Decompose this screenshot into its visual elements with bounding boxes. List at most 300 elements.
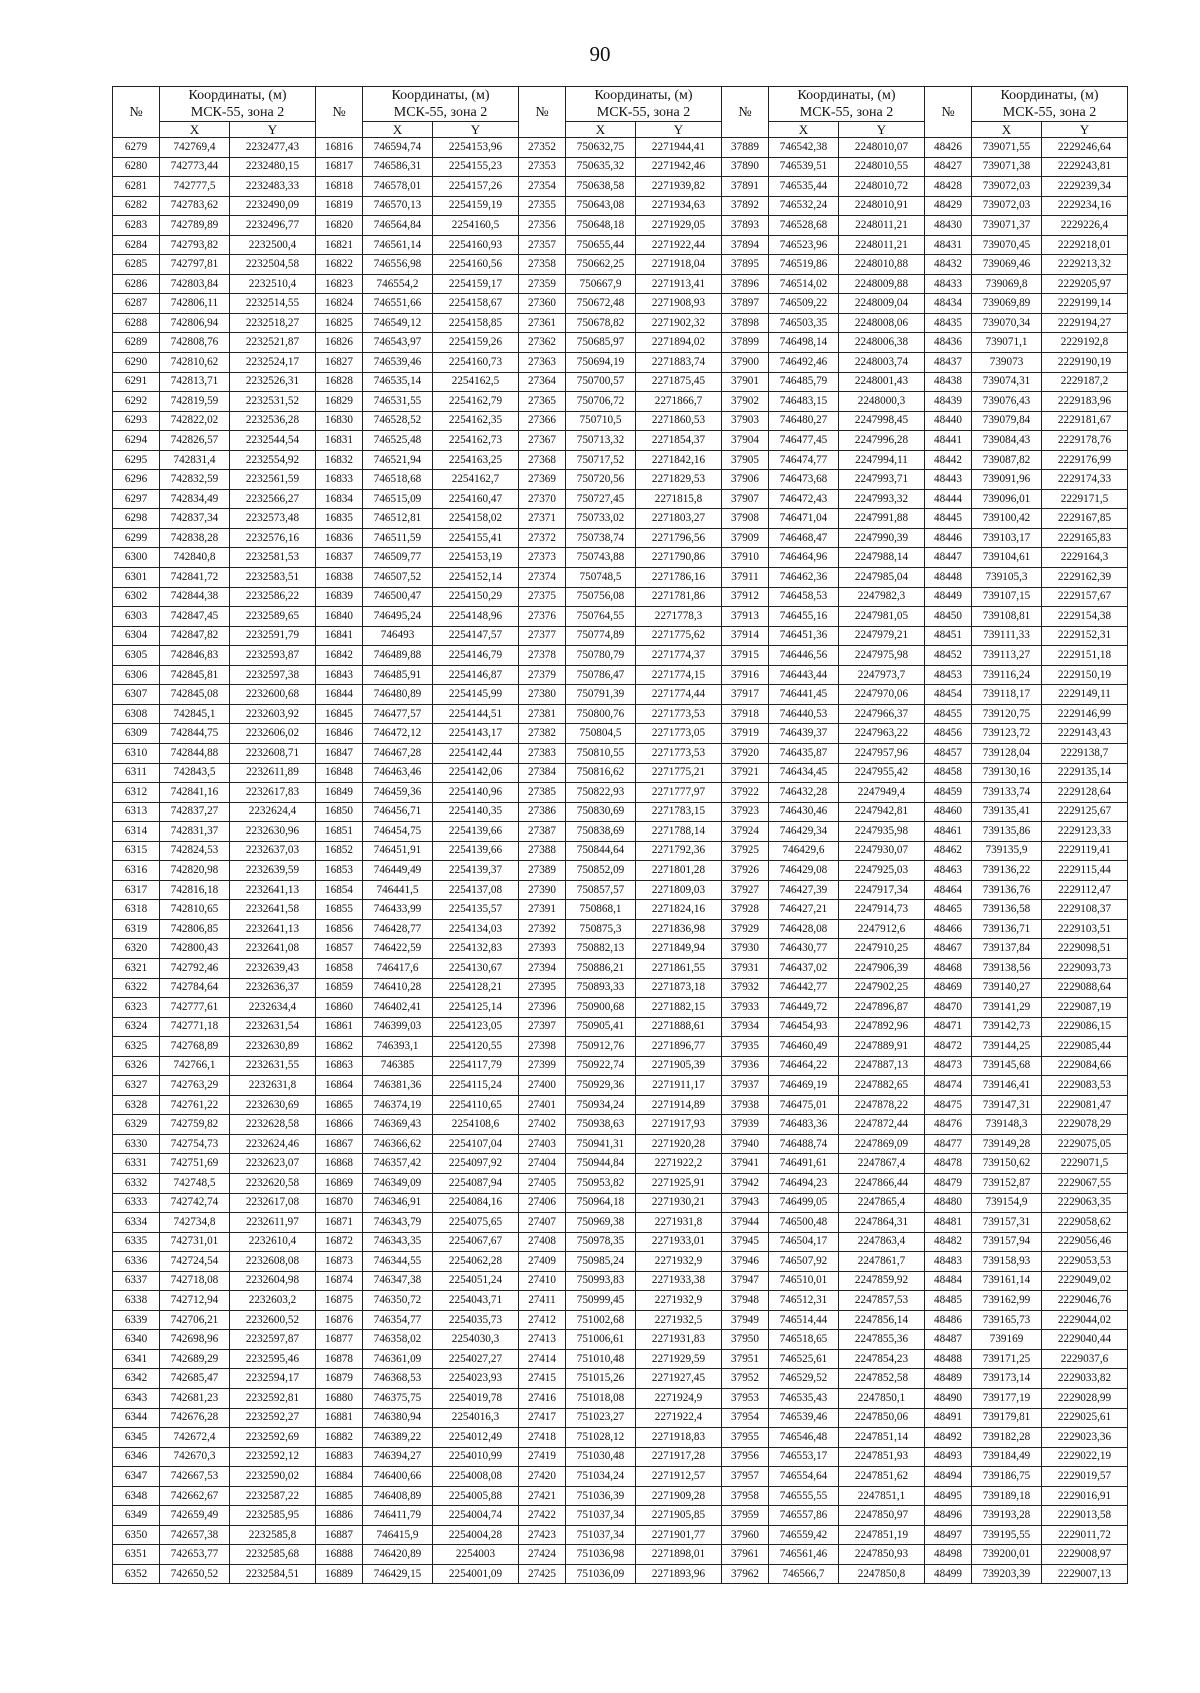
y-coordinate-cell: 2271860,53 (636, 411, 722, 431)
y-coordinate-cell: 2247850,1 (839, 1389, 925, 1409)
y-coordinate-cell: 2247917,34 (839, 880, 925, 900)
point-number-cell: 48498 (925, 1545, 972, 1565)
point-number-cell: 27368 (519, 450, 566, 470)
x-coordinate-cell: 742843,5 (160, 763, 230, 783)
x-coordinate-cell: 739137,84 (972, 939, 1042, 959)
y-coordinate-cell: 2271861,55 (636, 958, 722, 978)
x-coordinate-cell: 746489,88 (363, 646, 433, 666)
point-number-cell: 16868 (316, 1154, 363, 1174)
point-number-cell: 48452 (925, 646, 972, 666)
x-coordinate-cell: 739111,33 (972, 626, 1042, 646)
y-coordinate-cell: 2254160,73 (433, 353, 519, 373)
x-coordinate-cell: 742672,4 (160, 1428, 230, 1448)
y-coordinate-cell: 2247850,06 (839, 1408, 925, 1428)
x-coordinate-cell: 746480,27 (769, 411, 839, 431)
x-coordinate-cell: 742761,22 (160, 1095, 230, 1115)
point-number-cell: 48436 (925, 333, 972, 353)
x-coordinate-cell: 739118,17 (972, 685, 1042, 705)
point-number-cell: 27359 (519, 274, 566, 294)
x-coordinate-cell: 739069,8 (972, 274, 1042, 294)
point-number-cell: 6342 (113, 1369, 160, 1389)
x-coordinate-cell: 739177,19 (972, 1389, 1042, 1409)
y-coordinate-cell: 2271932,9 (636, 1252, 722, 1272)
x-coordinate-cell: 746477,45 (769, 431, 839, 451)
x-coordinate-cell: 746428,77 (363, 919, 433, 939)
point-number-cell: 48443 (925, 470, 972, 490)
point-number-cell: 37941 (722, 1154, 769, 1174)
point-number-cell: 48444 (925, 489, 972, 509)
point-number-cell: 48492 (925, 1428, 972, 1448)
y-header: Y (839, 122, 925, 138)
x-coordinate-cell: 746488,74 (769, 1134, 839, 1154)
y-coordinate-cell: 2232604,98 (230, 1271, 316, 1291)
y-coordinate-cell: 2232636,37 (230, 978, 316, 998)
y-coordinate-cell: 2247889,91 (839, 1037, 925, 1057)
x-coordinate-cell: 750764,55 (566, 607, 636, 627)
point-number-cell: 16872 (316, 1232, 363, 1252)
table-header (113, 87, 1128, 138)
y-coordinate-cell: 2271790,86 (636, 548, 722, 568)
table-row (113, 1134, 1128, 1154)
table-row (113, 1467, 1128, 1487)
table-row (113, 704, 1128, 724)
y-coordinate-cell: 2247991,88 (839, 509, 925, 529)
x-coordinate-cell: 746559,42 (769, 1525, 839, 1545)
y-coordinate-cell: 2271774,44 (636, 685, 722, 705)
y-coordinate-cell: 2271896,77 (636, 1037, 722, 1057)
y-coordinate-cell: 2271918,04 (636, 255, 722, 275)
table-row (113, 939, 1128, 959)
point-number-cell: 37958 (722, 1486, 769, 1506)
table-row (113, 998, 1128, 1018)
y-coordinate-cell: 2229125,67 (1042, 802, 1128, 822)
y-coordinate-cell: 2232581,53 (230, 548, 316, 568)
y-coordinate-cell: 2271803,27 (636, 509, 722, 529)
x-coordinate-cell: 742800,43 (160, 939, 230, 959)
y-coordinate-cell: 2247850,97 (839, 1506, 925, 1526)
point-number-cell: 16865 (316, 1095, 363, 1115)
y-coordinate-cell: 2232631,54 (230, 1017, 316, 1037)
point-number-cell: 48455 (925, 704, 972, 724)
y-coordinate-cell: 2232595,46 (230, 1349, 316, 1369)
x-coordinate-cell: 750857,57 (566, 880, 636, 900)
x-coordinate-cell: 751023,27 (566, 1408, 636, 1428)
x-coordinate-cell: 746509,77 (363, 548, 433, 568)
point-number-cell: 37913 (722, 607, 769, 627)
point-number-cell: 27406 (519, 1193, 566, 1213)
x-coordinate-cell: 746494,23 (769, 1173, 839, 1193)
x-coordinate-cell: 746389,22 (363, 1428, 433, 1448)
point-number-cell: 6285 (113, 255, 160, 275)
point-number-cell: 16867 (316, 1134, 363, 1154)
y-coordinate-cell: 2254067,67 (433, 1232, 519, 1252)
table-row (113, 1252, 1128, 1272)
point-number-cell: 27401 (519, 1095, 566, 1115)
x-coordinate-cell: 742837,34 (160, 509, 230, 529)
point-number-cell: 16854 (316, 880, 363, 900)
x-coordinate-cell: 742773,44 (160, 157, 230, 177)
point-number-cell: 48491 (925, 1408, 972, 1428)
x-coordinate-cell: 746350,72 (363, 1291, 433, 1311)
point-number-cell: 48476 (925, 1115, 972, 1135)
point-number-cell: 6302 (113, 587, 160, 607)
y-coordinate-cell: 2247982,3 (839, 587, 925, 607)
y-coordinate-cell: 2247896,87 (839, 998, 925, 1018)
y-coordinate-cell: 2247975,98 (839, 646, 925, 666)
y-coordinate-cell: 2247882,65 (839, 1076, 925, 1096)
y-coordinate-cell: 2254162,35 (433, 411, 519, 431)
x-coordinate-cell: 746422,59 (363, 939, 433, 959)
point-number-cell: 48462 (925, 841, 972, 861)
y-coordinate-cell: 2254163,25 (433, 450, 519, 470)
y-coordinate-cell: 2247985,04 (839, 568, 925, 588)
y-coordinate-cell: 2271930,21 (636, 1193, 722, 1213)
point-number-cell: 27394 (519, 958, 566, 978)
y-coordinate-cell: 2232526,31 (230, 372, 316, 392)
point-number-cell: 27395 (519, 978, 566, 998)
y-coordinate-cell: 2232624,46 (230, 1134, 316, 1154)
point-number-cell: 6350 (113, 1525, 160, 1545)
point-number-cell: 48446 (925, 528, 972, 548)
y-coordinate-cell: 2229192,8 (1042, 333, 1128, 353)
point-number-cell: 48437 (925, 353, 972, 373)
x-coordinate-cell: 746485,91 (363, 665, 433, 685)
y-coordinate-cell: 2229115,44 (1042, 861, 1128, 881)
y-header: Y (230, 122, 316, 138)
y-coordinate-cell: 2247859,92 (839, 1271, 925, 1291)
y-coordinate-cell: 2229049,02 (1042, 1271, 1128, 1291)
point-number-cell: 37894 (722, 235, 769, 255)
point-number-cell: 27373 (519, 548, 566, 568)
x-coordinate-cell: 742731,01 (160, 1232, 230, 1252)
point-number-cell: 27367 (519, 431, 566, 451)
y-coordinate-cell: 2247910,25 (839, 939, 925, 959)
table-row (113, 313, 1128, 333)
point-number-cell: 16826 (316, 333, 363, 353)
point-number-cell: 16887 (316, 1525, 363, 1545)
table-row (113, 1369, 1128, 1389)
x-coordinate-cell: 739120,75 (972, 704, 1042, 724)
table-row (113, 177, 1128, 197)
x-coordinate-cell: 742846,83 (160, 646, 230, 666)
coords-header (769, 87, 925, 122)
point-number-cell: 6303 (113, 607, 160, 627)
x-coordinate-cell: 750738,74 (566, 528, 636, 548)
y-coordinate-cell: 2247863,4 (839, 1232, 925, 1252)
x-coordinate-cell: 746472,12 (363, 724, 433, 744)
point-number-cell: 27379 (519, 665, 566, 685)
y-coordinate-cell: 2271922,2 (636, 1154, 722, 1174)
y-coordinate-cell: 2229149,11 (1042, 685, 1128, 705)
y-coordinate-cell: 2248000,3 (839, 392, 925, 412)
point-number-cell: 16883 (316, 1447, 363, 1467)
point-number-cell: 48461 (925, 822, 972, 842)
x-coordinate-cell: 746449,49 (363, 861, 433, 881)
y-coordinate-cell: 2232620,58 (230, 1173, 316, 1193)
point-number-cell: 6307 (113, 685, 160, 705)
point-number-cell: 37936 (722, 1056, 769, 1076)
x-coordinate-cell: 750944,84 (566, 1154, 636, 1174)
y-coordinate-cell: 2247878,22 (839, 1095, 925, 1115)
x-coordinate-cell: 746528,52 (363, 411, 433, 431)
y-coordinate-cell: 2229239,34 (1042, 177, 1128, 197)
point-number-cell: 6352 (113, 1564, 160, 1584)
y-coordinate-cell: 2229157,67 (1042, 587, 1128, 607)
point-number-cell: 37961 (722, 1545, 769, 1565)
x-coordinate-cell: 739193,28 (972, 1506, 1042, 1526)
y-coordinate-cell: 2247993,32 (839, 489, 925, 509)
x-coordinate-cell: 742763,29 (160, 1076, 230, 1096)
x-coordinate-cell: 746462,36 (769, 568, 839, 588)
point-number-cell: 6287 (113, 294, 160, 314)
y-header: Y (433, 122, 519, 138)
table-row (113, 411, 1128, 431)
x-coordinate-cell: 746491,61 (769, 1154, 839, 1174)
point-number-cell: 6295 (113, 450, 160, 470)
y-coordinate-cell: 2271901,77 (636, 1525, 722, 1545)
point-number-cell: 48494 (925, 1467, 972, 1487)
y-coordinate-cell: 2254035,73 (433, 1310, 519, 1330)
point-number-cell: 16823 (316, 274, 363, 294)
x-coordinate-cell: 750978,35 (566, 1232, 636, 1252)
x-coordinate-cell: 739071,55 (972, 138, 1042, 158)
x-coordinate-cell: 746493 (363, 626, 433, 646)
coordinates-table (112, 86, 1128, 1584)
y-coordinate-cell: 2247994,11 (839, 450, 925, 470)
y-coordinate-cell: 2271911,17 (636, 1076, 722, 1096)
x-coordinate-cell: 742718,08 (160, 1271, 230, 1291)
x-coordinate-cell: 746430,77 (769, 939, 839, 959)
x-coordinate-cell: 739161,14 (972, 1271, 1042, 1291)
y-coordinate-cell: 2232566,27 (230, 489, 316, 509)
point-number-cell: 37935 (722, 1037, 769, 1057)
y-coordinate-cell: 2271842,16 (636, 450, 722, 470)
point-number-cell: 6351 (113, 1545, 160, 1565)
y-coordinate-cell: 2229194,27 (1042, 313, 1128, 333)
point-number-cell: 6304 (113, 626, 160, 646)
y-coordinate-cell: 2271775,62 (636, 626, 722, 646)
y-coordinate-cell: 2254075,65 (433, 1213, 519, 1233)
point-number-cell: 6320 (113, 939, 160, 959)
y-coordinate-cell: 2247869,09 (839, 1134, 925, 1154)
point-number-cell: 48451 (925, 626, 972, 646)
y-coordinate-cell: 2271909,28 (636, 1486, 722, 1506)
x-coordinate-cell: 739146,41 (972, 1076, 1042, 1096)
point-number-cell: 27396 (519, 998, 566, 1018)
x-coordinate-cell: 746521,94 (363, 450, 433, 470)
point-number-cell: 37954 (722, 1408, 769, 1428)
point-number-cell: 48487 (925, 1330, 972, 1350)
y-coordinate-cell: 2232631,8 (230, 1076, 316, 1096)
point-number-cell: 16829 (316, 392, 363, 412)
point-number-cell: 6293 (113, 411, 160, 431)
y-coordinate-cell: 2254162,79 (433, 392, 519, 412)
point-number-cell: 27404 (519, 1154, 566, 1174)
point-number-cell: 48439 (925, 392, 972, 412)
x-coordinate-cell: 746542,38 (769, 138, 839, 158)
y-coordinate-cell: 2247856,14 (839, 1310, 925, 1330)
point-number-cell: 16851 (316, 822, 363, 842)
y-coordinate-cell: 2229176,99 (1042, 450, 1128, 470)
y-coordinate-cell: 2254144,51 (433, 704, 519, 724)
point-number-cell: 27364 (519, 372, 566, 392)
y-coordinate-cell: 2271922,4 (636, 1408, 722, 1428)
coords-header (566, 87, 722, 122)
x-coordinate-cell: 751037,34 (566, 1525, 636, 1545)
x-coordinate-cell: 751030,48 (566, 1447, 636, 1467)
point-number-cell: 48457 (925, 743, 972, 763)
point-number-cell: 6332 (113, 1173, 160, 1193)
y-coordinate-cell: 2254087,94 (433, 1173, 519, 1193)
y-coordinate-cell: 2232597,87 (230, 1330, 316, 1350)
point-number-cell: 6324 (113, 1017, 160, 1037)
table-row (113, 861, 1128, 881)
point-number-cell: 16857 (316, 939, 363, 959)
y-coordinate-cell: 2254120,55 (433, 1037, 519, 1057)
point-number-cell: 37922 (722, 783, 769, 803)
x-coordinate-cell: 746437,02 (769, 958, 839, 978)
x-coordinate-cell: 746586,31 (363, 157, 433, 177)
y-coordinate-cell: 2271777,97 (636, 783, 722, 803)
y-coordinate-cell: 2271917,28 (636, 1447, 722, 1467)
y-coordinate-cell: 2271773,05 (636, 724, 722, 744)
point-number-cell: 16824 (316, 294, 363, 314)
point-number-cell: 48473 (925, 1056, 972, 1076)
point-number-cell: 6333 (113, 1193, 160, 1213)
y-coordinate-cell: 2232630,96 (230, 822, 316, 842)
point-number-cell: 37897 (722, 294, 769, 314)
x-coordinate-cell: 739144,25 (972, 1037, 1042, 1057)
point-number-cell: 27423 (519, 1525, 566, 1545)
y-coordinate-cell: 2232641,08 (230, 939, 316, 959)
y-coordinate-cell: 2232634,4 (230, 998, 316, 1018)
y-coordinate-cell: 2254159,26 (433, 333, 519, 353)
y-coordinate-cell: 2247850,93 (839, 1545, 925, 1565)
y-coordinate-cell: 2232639,59 (230, 861, 316, 881)
y-coordinate-cell: 2271920,28 (636, 1134, 722, 1154)
y-coordinate-cell: 2247973,7 (839, 665, 925, 685)
y-coordinate-cell: 2254155,23 (433, 157, 519, 177)
x-coordinate-cell: 750717,52 (566, 450, 636, 470)
table-row (113, 880, 1128, 900)
y-coordinate-cell: 2271783,15 (636, 802, 722, 822)
x-coordinate-cell: 750710,5 (566, 411, 636, 431)
y-coordinate-cell: 2232531,52 (230, 392, 316, 412)
point-number-cell: 27416 (519, 1389, 566, 1409)
x-coordinate-cell: 746385 (363, 1056, 433, 1076)
x-coordinate-cell: 750727,45 (566, 489, 636, 509)
y-coordinate-cell: 2254152,14 (433, 568, 519, 588)
x-coordinate-cell: 742820,98 (160, 861, 230, 881)
x-coordinate-cell: 746417,6 (363, 958, 433, 978)
table-row (113, 665, 1128, 685)
point-number-cell: 27366 (519, 411, 566, 431)
y-coordinate-cell: 2232617,83 (230, 783, 316, 803)
y-coordinate-cell: 2232518,27 (230, 313, 316, 333)
x-coordinate-cell: 739070,34 (972, 313, 1042, 333)
x-coordinate-cell: 739148,3 (972, 1115, 1042, 1135)
x-coordinate-cell: 739152,87 (972, 1173, 1042, 1193)
point-number-cell: 48481 (925, 1213, 972, 1233)
x-coordinate-cell: 751002,68 (566, 1310, 636, 1330)
point-number-cell: 37939 (722, 1115, 769, 1135)
y-coordinate-cell: 2229044,02 (1042, 1310, 1128, 1330)
point-number-cell: 27421 (519, 1486, 566, 1506)
y-coordinate-cell: 2254140,96 (433, 783, 519, 803)
point-number-cell: 27413 (519, 1330, 566, 1350)
point-number-cell: 27393 (519, 939, 566, 959)
y-coordinate-cell: 2232573,48 (230, 509, 316, 529)
y-coordinate-cell: 2229025,61 (1042, 1408, 1128, 1428)
y-coordinate-cell: 2271801,28 (636, 861, 722, 881)
x-coordinate-cell: 742840,8 (160, 548, 230, 568)
y-coordinate-cell: 2271854,37 (636, 431, 722, 451)
x-coordinate-cell: 742813,71 (160, 372, 230, 392)
y-coordinate-cell: 2271792,36 (636, 841, 722, 861)
y-coordinate-cell: 2229135,14 (1042, 763, 1128, 783)
x-coordinate-cell: 739184,49 (972, 1447, 1042, 1467)
y-coordinate-cell: 2232631,55 (230, 1056, 316, 1076)
y-coordinate-cell: 2254158,02 (433, 509, 519, 529)
x-coordinate-cell: 742734,8 (160, 1213, 230, 1233)
y-coordinate-cell: 2271773,53 (636, 704, 722, 724)
x-coordinate-cell: 742681,23 (160, 1389, 230, 1409)
point-number-cell: 27391 (519, 900, 566, 920)
y-coordinate-cell: 2232510,4 (230, 274, 316, 294)
coords-system: МСК-55, зона 2 (190, 105, 285, 120)
y-coordinate-cell: 2271912,57 (636, 1467, 722, 1487)
x-coordinate-cell: 746380,94 (363, 1408, 433, 1428)
x-coordinate-cell: 746458,53 (769, 587, 839, 607)
x-coordinate-cell: 739103,17 (972, 528, 1042, 548)
table-row (113, 333, 1128, 353)
x-coordinate-cell: 739179,81 (972, 1408, 1042, 1428)
point-number-cell: 16853 (316, 861, 363, 881)
x-coordinate-cell: 739069,46 (972, 255, 1042, 275)
point-number-cell: 6280 (113, 157, 160, 177)
y-coordinate-cell: 2229084,66 (1042, 1056, 1128, 1076)
x-coordinate-cell: 750800,76 (566, 704, 636, 724)
x-coordinate-cell: 742847,82 (160, 626, 230, 646)
point-number-cell: 48466 (925, 919, 972, 939)
x-coordinate-cell: 751015,26 (566, 1369, 636, 1389)
x-coordinate-cell: 751028,12 (566, 1428, 636, 1448)
y-coordinate-cell: 2271917,93 (636, 1115, 722, 1135)
x-coordinate-cell: 746474,77 (769, 450, 839, 470)
y-coordinate-cell: 2254160,5 (433, 216, 519, 236)
point-number-cell: 48488 (925, 1349, 972, 1369)
table-row (113, 685, 1128, 705)
y-coordinate-cell: 2271809,03 (636, 880, 722, 900)
point-number-cell: 16870 (316, 1193, 363, 1213)
x-coordinate-cell: 739147,31 (972, 1095, 1042, 1115)
y-coordinate-cell: 2229067,55 (1042, 1173, 1128, 1193)
coords-system: МСК-55, зона 2 (596, 105, 691, 120)
point-number-cell: 37929 (722, 919, 769, 939)
table-row (113, 919, 1128, 939)
x-coordinate-cell: 746523,96 (769, 235, 839, 255)
point-number-cell: 27422 (519, 1506, 566, 1526)
x-coordinate-cell: 739076,43 (972, 392, 1042, 412)
y-coordinate-cell: 2229056,46 (1042, 1232, 1128, 1252)
x-coordinate-cell: 746483,15 (769, 392, 839, 412)
x-coordinate-cell: 746539,51 (769, 157, 839, 177)
point-number-cell: 27353 (519, 157, 566, 177)
y-coordinate-cell: 2254153,96 (433, 138, 519, 158)
point-number-cell: 16878 (316, 1349, 363, 1369)
table-row (113, 235, 1128, 255)
point-number-cell: 37896 (722, 274, 769, 294)
